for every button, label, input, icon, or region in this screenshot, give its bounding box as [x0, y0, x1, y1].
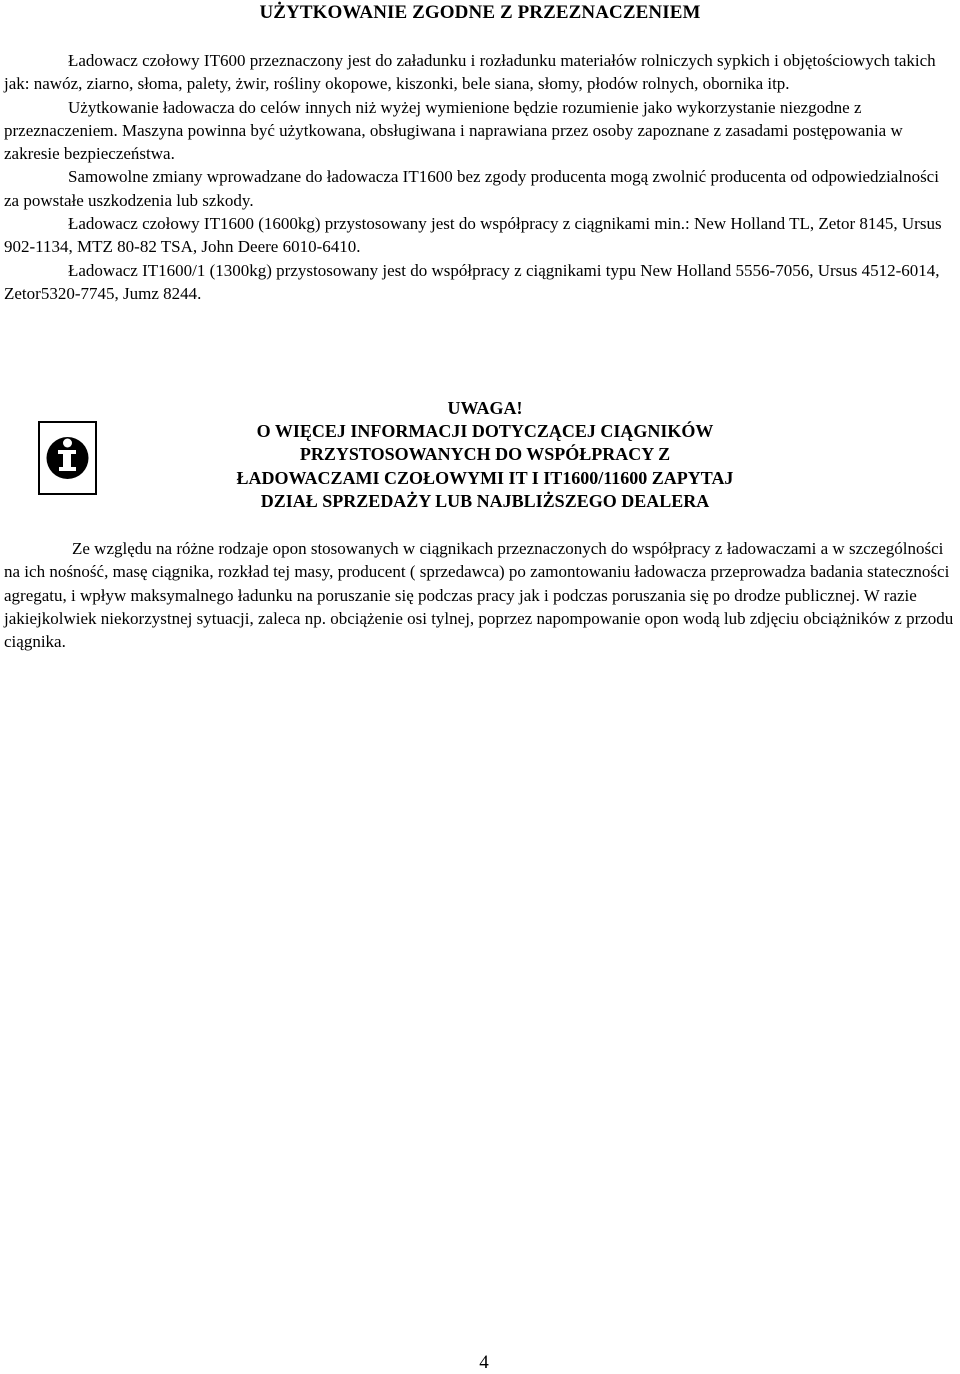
paragraph-it1600-compatibility: Ładowacz czołowy IT1600 (1600kg) przystosowany jest do współpracy z ciągnikami min.: New Holland TL, Zetor 8145, Ursus 902-1134, MTZ 80-82 TSA, John Deere 6010-6410. — [4, 214, 942, 257]
page-number: 4 — [479, 1352, 489, 1373]
intro-section — [4, 49, 956, 305]
paragraph-modifications: Samowolne zmiany wprowadzane do ładowacza IT1600 bez zgody producenta mogą zwolnić producenta od odpowiedzialności za powstałe uszkodzenia lub szkody. — [4, 167, 939, 210]
page-title: UŻYTKOWANIE ZGODNE Z PRZEZNACZENIEM — [259, 2, 701, 23]
notice-line: O WIĘCEJ INFORMACJI DOTYCZĄCEJ CIĄGNIKÓW — [256, 421, 714, 442]
paragraph-tire-stability: Ze względu na różne rodzaje opon stosowanych w ciągnikach przeznaczonych do współpracy z ładowaczami a w szczególności na ich nośność, masę ciągnika, rozkład tej masy, producent ( sprzedawca) po zamontowaniu ładowacza przeprowadza badania stateczności agregatu, i wpływ maksymalnego ładunku na poruszanie się podczas pracy jak i podczas poruszania się po drodze publicznej. W razie jakiejkolwiek niekorzystnej sytuacji, zaleca np. obciążenie osi tylnej, poprzez napompowanie opon wodą lub zdjęciu obciążników z przodu ciągnika. — [4, 539, 954, 652]
paragraph-it1600-1-compatibility: Ładowacz IT1600/1 (1300kg) przystosowany jest do współpracy z ciągnikami typu New Holland 5556-7056, Ursus 4512-6014, Zetor5320-7745, Jumz 8244. — [4, 260, 940, 303]
paragraph-purpose: Ładowacz czołowy IT600 przeznaczony jest do załadunku i rozładunku materiałów rolniczych sypkich i objętościowych takich jak: nawóz, ziarno, słoma, palety, żwir, rośliny okopowe, kiszonki, bele siana, słomy, płodów rolnych, obornika itp. — [4, 51, 936, 94]
notice-line: DZIAŁ SPRZEDAŻY LUB NAJBLIŻSZEGO DEALERA — [260, 490, 710, 511]
notice-line: PRZYSTOSOWANYCH DO WSPÓŁPRACY Z — [299, 444, 671, 465]
closing-section — [4, 537, 956, 653]
info-icon — [38, 421, 97, 495]
notice-line: ŁADOWACZAMI CZOŁOWYMI IT I IT1600/11600 ZAPYTAJ — [236, 467, 734, 488]
notice-heading: UWAGA! — [447, 398, 523, 418]
paragraph-misuse: Użytkowanie ładowacza do celów innych niż wyżej wymienione będzie rozumienie jako wykorzystanie niezgodne z przeznaczeniem. Maszyna powinna być użytkowana, obsługiwana i naprawiana przez osoby zapoznane z zasadami postępowania w zakresie bezpieczeństwa. — [4, 97, 903, 164]
notice-block — [150, 397, 820, 513]
